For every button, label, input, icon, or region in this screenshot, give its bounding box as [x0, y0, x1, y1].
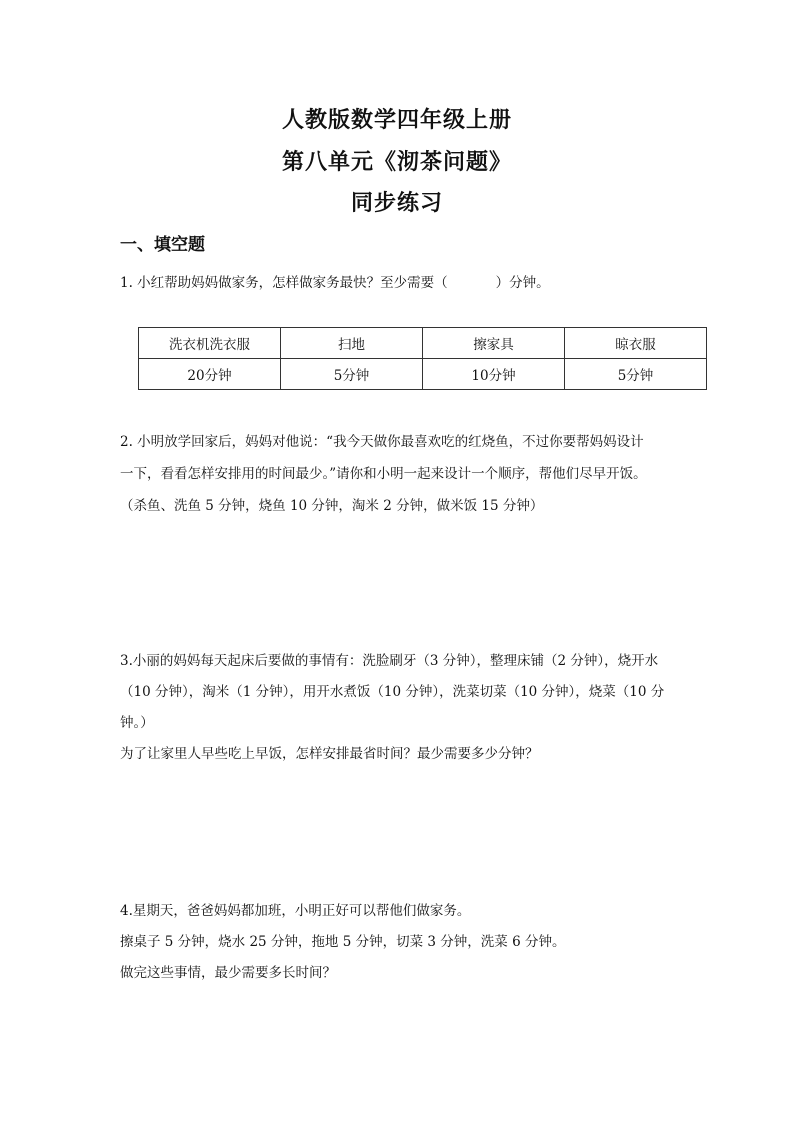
- question-4-line3: 做完这些事情，最少需要多长时间？: [120, 965, 336, 981]
- question-3-line3: 钟。）: [120, 715, 154, 731]
- question-2-line1: 2. 小明放学回家后，妈妈对他说：“我今天做你最喜欢吃的红烧鱼，不过你要帮妈妈设计: [120, 434, 644, 450]
- table-header-cell: 擦家具: [423, 328, 565, 359]
- table-cell: 20分钟: [139, 359, 281, 390]
- worksheet-title-line1: 人教版数学四年级上册: [281, 107, 512, 133]
- worksheet-title-line3: 同步练习: [350, 190, 443, 216]
- table-header-row: [139, 328, 707, 359]
- question-1: [120, 271, 550, 291]
- question-3-line2: （10 分钟），淘米（1 分钟），用开水煮饭（10 分钟），洗菜切菜（10 分钟），烧菜（10 分: [120, 684, 665, 700]
- table-cell: 5分钟: [565, 359, 707, 390]
- table-row: [139, 359, 707, 390]
- chores-table: [138, 327, 707, 390]
- question-3-line1: 3.小丽的妈妈每天起床后要做的事情有：洗脸刷牙（3 分钟），整理床铺（2 分钟），烧开水: [120, 653, 659, 669]
- question-1-text-after: ）分钟。: [495, 275, 550, 291]
- question-4-line1: 4.星期天，爸爸妈妈都加班，小明正好可以帮他们做家务。: [120, 903, 471, 919]
- question-1-text-before: 1. 小红帮助妈妈做家务，怎样做家务最快？至少需要（: [120, 275, 448, 291]
- worksheet-title-line2: 第八单元《沏茶问题》: [281, 149, 512, 175]
- table-cell: 5分钟: [281, 359, 423, 390]
- table-header-cell: 扫地: [281, 328, 423, 359]
- table-cell: 10分钟: [423, 359, 565, 390]
- table-header-cell: 晾衣服: [565, 328, 707, 359]
- question-2-line3: （杀鱼、洗鱼 5 分钟，烧鱼 10 分钟，淘米 2 分钟，做米饭 15 分钟）: [120, 498, 544, 514]
- section-heading: 一、填空题: [120, 235, 205, 255]
- question-4-line2: 擦桌子 5 分钟，烧水 25 分钟，拖地 5 分钟，切菜 3 分钟，洗菜 6 分钟。: [120, 934, 566, 950]
- question-3-line4: 为了让家里人早些吃上早饭，怎样安排最省时间？最少需要多少分钟？: [120, 746, 539, 762]
- table-header-cell: 洗衣机洗衣服: [139, 328, 281, 359]
- question-2-line2: 一下，看看怎样安排用的时间最少。”请你和小明一起来设计一个顺序，帮他们尽早开饭。: [120, 466, 647, 482]
